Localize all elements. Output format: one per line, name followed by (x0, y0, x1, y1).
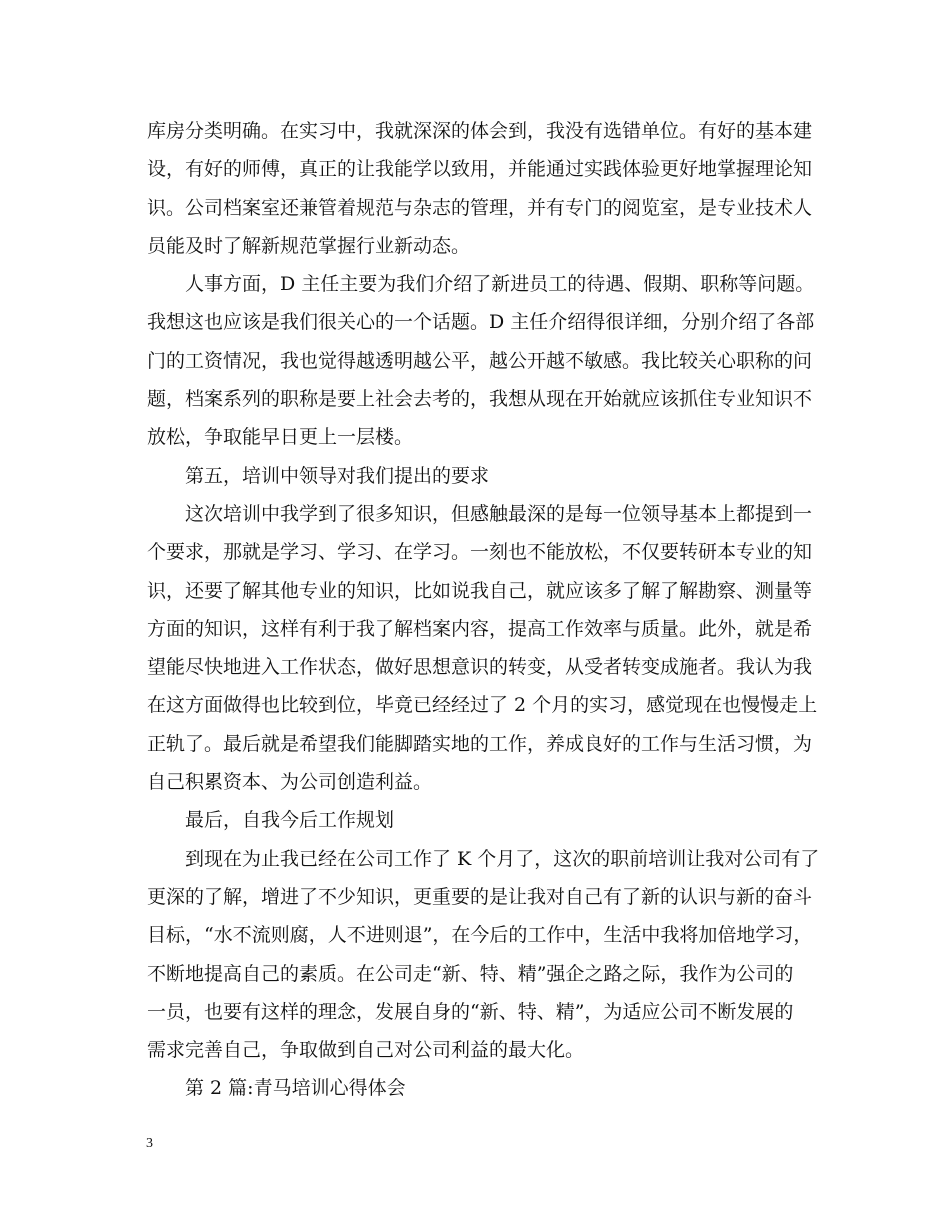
text-line: 更深的了解，增进了不少知识，更重要的是让我对自己有了新的认识与新的奋斗 (147, 885, 813, 908)
text-line: 一员，也要有这样的理念，发展自身的“新、特、精”，为适应公司不断发展的 (147, 1000, 794, 1023)
document-body (147, 112, 820, 1108)
section-heading-requirements (147, 457, 817, 495)
page-number: 3 (146, 1136, 153, 1151)
text-line: 设，有好的师傅，真正的让我能学以致用，并能通过实践体验更好地掌握理论知 (147, 158, 813, 181)
text-line: 自己积累资本、为公司创造利益。 (147, 771, 433, 794)
heading-text: 最后，自我今后工作规划 (185, 809, 395, 832)
text-line: 目标，“水不流则腐，人不进则退”，在今后的工作中，生活中我将加倍地学习， (147, 924, 813, 947)
text-line: 人事方面，D 主任主要为我们介绍了新进员工的待遇、假期、职称等问题。 (185, 273, 815, 296)
text-line: 放松，争取能早日更上一层楼。 (147, 426, 414, 449)
text-line: 员能及时了解新规范掌握行业新动态。 (147, 234, 471, 257)
text-line: 识，还要了解其他专业的知识，比如说我自己，就应该多了解了解勘察、测量等 (147, 579, 813, 602)
text-line: 门的工资情况，我也觉得越透明越公平，越公开越不敏感。我比较关心职称的问 (147, 349, 813, 372)
text-line: 识。公司档案室还兼管着规范与杂志的管理，并有专门的阅览室，是专业技术人 (147, 196, 813, 219)
paragraph-plan (147, 840, 820, 1070)
article-title-next (147, 1069, 817, 1107)
text-line: 题，档案系列的职称是要上社会去考的，我想从现在开始就应该抓住专业知识不 (147, 388, 813, 411)
text-line: 这次培训中我学到了很多知识，但感触最深的是每一位领导基本上都提到一 (185, 502, 813, 525)
text-line: 不断地提高自己的素质。在公司走“新、特、精”强企之路之际，我作为公司的 (147, 962, 794, 985)
heading-text: 第五，培训中领导对我们提出的要求 (185, 464, 490, 487)
text-line: 在这方面做得也比较到位，毕竟已经经过了 2 个月的实习，感觉现在也慢慢走上 (147, 694, 818, 717)
text-line: 到现在为止我已经在公司工作了 K 个月了，这次的职前培训让我对公司有了 (185, 847, 820, 870)
text-line: 个要求，那就是学习、学习、在学习。一刻也不能放松，不仅要转研本专业的知 (147, 541, 813, 564)
text-line: 望能尽快地进入工作状态，做好思想意识的转变，从受者转变成施者。我认为我 (147, 656, 813, 679)
paragraph-training (147, 495, 817, 801)
text-line: 我想这也应该是我们很关心的一个话题。D 主任介绍得很详细，分别介绍了各部 (147, 311, 815, 334)
paragraph-continuation (147, 112, 817, 265)
text-line: 方面的知识，这样有利于我了解档案内容，提高工作效率与质量。此外，就是希 (147, 617, 813, 640)
heading-text: 第 2 篇:青马培训心得体会 (185, 1077, 406, 1100)
text-line: 需求完善自己，争取做到自己对公司利益的最大化。 (147, 1039, 585, 1062)
paragraph-personnel (147, 265, 817, 456)
text-line: 库房分类明确。在实习中，我就深深的体会到，我没有选错单位。有好的基本建 (147, 120, 813, 142)
text-line: 正轨了。最后就是希望我们能脚踏实地的工作，养成良好的工作与生活习惯，为 (147, 732, 813, 755)
section-heading-plan (147, 801, 817, 839)
